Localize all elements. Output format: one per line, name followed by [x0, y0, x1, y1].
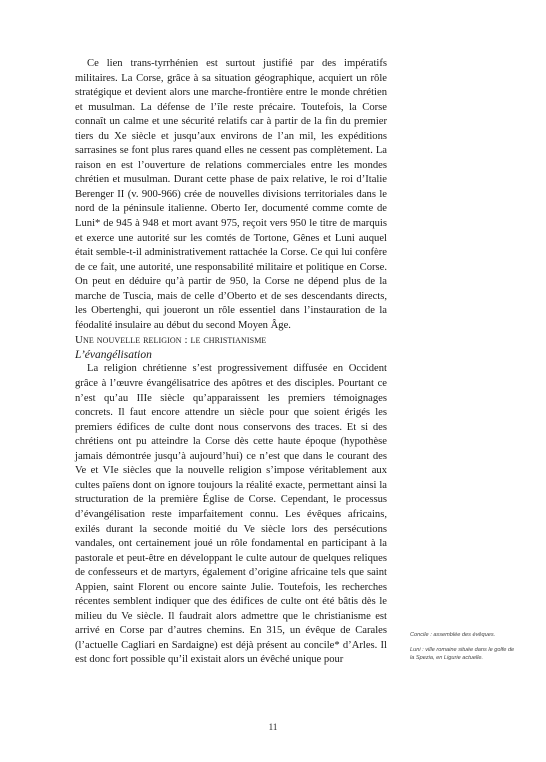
main-text-column — [75, 57, 387, 668]
paragraph-militaires: Ce lien trans-tyrrhénien est surtout justifié par des impératifs militaires. La Corse, grâce à sa situation géographique, acquiert un rôle stratégique et devient alors une marche-frontière entre le monde chrétien et musulman. La défense de l’île reste précaire. Toutefois, la Corse connaît un calme et une sécurité relatifs car à partir de la fin du premier tiers du Xe siècle et jusqu’aux environs de l’an mil, les expéditions sarrasines se font plus rares quand elles ne cessent pas complètement. La raison en est l’ouverture de relations commerciales entre les mondes chrétien et musulman. Durant cette phase de paix relative, le roi d’Italie Berenger II (v. 900-966) crée de nouvelles divisions territoriales dans le nord de la péninsule italienne. Oberto Ier, documenté comme comte de Luni* de 945 à 948 et mort avant 975, reçoit vers 950 le titre de marquis et exerce une autorité sur les comtés de Tortone, Gênes et Luni auquel était semble-t-il administrativement rattachée la Corse. Ce qui lui confère de ce fait, une autorité, une responsabilité militaire et politique en Corse. On peut en déduire qu’à partir de 950, la Corse ne dépend plus de la marche de Tuscia, mais de celle d’Oberto et de ses descendants directs, les Obertenghi, qui joueront un rôle essentiel dans l’instauration de la féodalité insulaire au début du second Moyen Âge. — [75, 58, 387, 331]
glossary-notes — [410, 631, 520, 670]
subsection-title: L’évangélisation — [75, 348, 152, 361]
section-title: Une nouvelle religion : le christianisme — [75, 334, 267, 347]
page-number: 11 — [268, 722, 278, 732]
glossary-note-concile: Concile : assemblée des évêques. — [410, 632, 496, 638]
glossary-note-luni: Luni : ville romaine située dans le golfe de la Spezia, en Ligurie actuelle. — [410, 647, 515, 662]
paragraph-evangelisation: La religion chrétienne s’est progressivement diffusée en Occident grâce à l’œuvre évangélisatrice des apôtres et des disciples. Pourtant ce n’est qu’au IIIe siècle qu’apparaissent les premiers témoignages concrets. Il faut encore attendre un siècle pour que soient érigés les premiers édifices de culte dont nous conservons des traces. Et si des chrétiens ont pu atteindre la Corse dès cette haute époque (hypothèse jamais démontrée jusqu’à aujourd’hui) ce n’est que dans le courant des Ve et VIe siècles que la nouvelle religion s’impose véritablement aux cultes païens dont on ignore toujours la réalité exacte, permettant ainsi la structuration de la première Église de Corse. Cependant, le processus d’évangélisation reste imparfaitement connu. Les évêques africains, exilés durant la seconde moitié du Ve siècle lors des persécutions vandales, ont certainement joué un rôle fondamental en participant à la pastorale et peut-être en développant le culte autour de quelques reliques de confesseurs et de martyrs, également d’origine africaine tels que saint Appien, saint Florent ou encore sainte Julie. Toutefois, les recherches récentes semblent indiquer que des édifices de culte ont été bâtis dès le milieu du Ve siècle. Il faudrait alors admettre que le christianisme est arrivé en Corse par d’autres chemins. En 315, un évêque de Carales (l’actuelle Cagliari en Sardaigne) est déjà présent au concile* d’Arles. Il est donc fort possible qu’il existait alors un évêché unique pour — [75, 363, 387, 666]
